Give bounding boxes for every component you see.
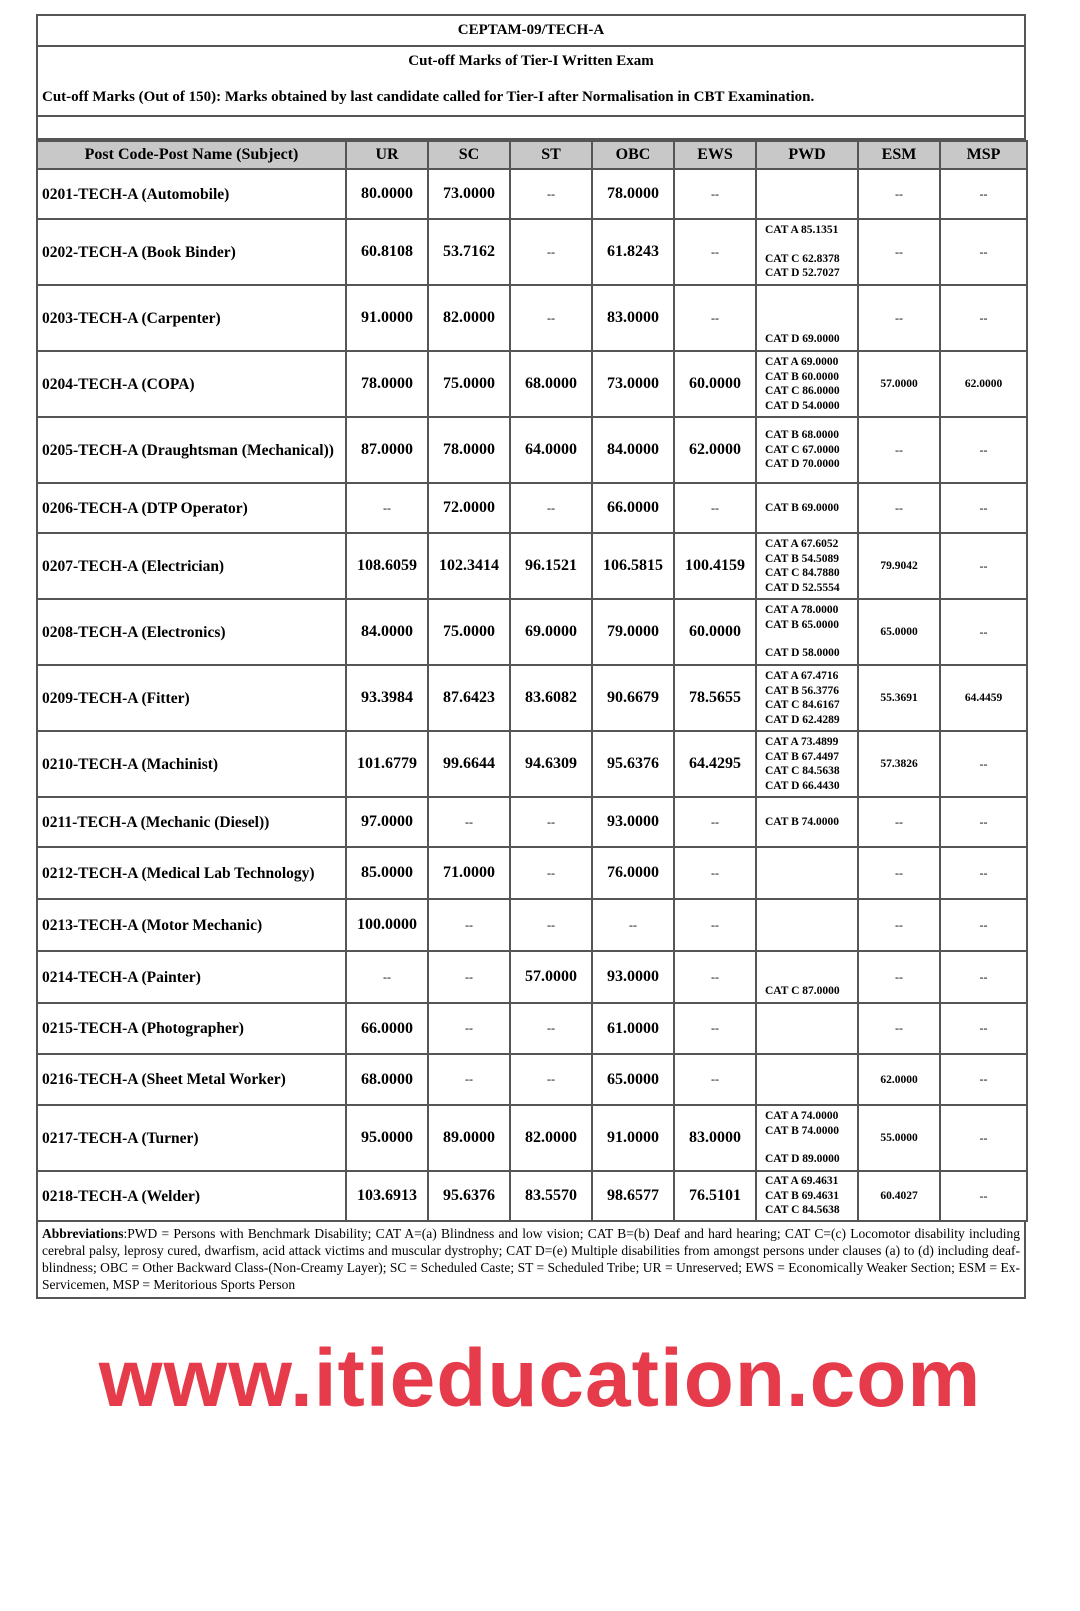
pwd-line: CAT B 56.3776	[765, 684, 840, 697]
msp-cell: --	[940, 599, 1027, 665]
pwd-line: CAT B 74.0000	[765, 815, 840, 828]
obc-cell: 84.0000	[592, 417, 674, 483]
st-cell: 64.0000	[510, 417, 592, 483]
post-name-cell: 0218-TECH-A (Welder)	[37, 1171, 346, 1221]
table-row	[37, 417, 1027, 483]
pwd-line	[765, 238, 857, 252]
st-cell: 94.6309	[510, 731, 592, 797]
table-row	[37, 351, 1027, 417]
post-name-cell: 0206-TECH-A (DTP Operator)	[37, 483, 346, 533]
post-name-cell: 0202-TECH-A (Book Binder)	[37, 219, 346, 285]
pwd-line: CAT D 89.0000	[765, 1153, 840, 1166]
obc-cell: 78.0000	[592, 169, 674, 219]
sc-cell: 78.0000	[428, 417, 510, 483]
table-row	[37, 951, 1027, 1003]
ur-cell: 103.6913	[346, 1171, 428, 1221]
pwd-cell	[756, 1054, 858, 1105]
obc-cell: 95.6376	[592, 731, 674, 797]
post-name-cell: 0207-TECH-A (Electrician)	[37, 533, 346, 599]
msp-cell: --	[940, 797, 1027, 847]
post-name-cell: 0217-TECH-A (Turner)	[37, 1105, 346, 1171]
pwd-line: CAT D 70.0000	[765, 458, 840, 471]
obc-cell: 61.0000	[592, 1003, 674, 1054]
column-header-st: ST	[510, 141, 592, 169]
obc-cell: 93.0000	[592, 951, 674, 1003]
column-header-pwd: PWD	[756, 141, 858, 169]
ews-cell: 78.5655	[674, 665, 756, 731]
obc-cell: 61.8243	[592, 219, 674, 285]
msp-cell: --	[940, 417, 1027, 483]
ews-cell: 60.0000	[674, 351, 756, 417]
ews-cell: --	[674, 483, 756, 533]
pwd-cell	[756, 219, 858, 285]
pwd-cell	[756, 951, 858, 1003]
pwd-line: CAT B 67.4497	[765, 750, 840, 763]
esm-cell: --	[858, 899, 940, 951]
st-cell: --	[510, 1003, 592, 1054]
pwd-line: CAT A 85.1351	[765, 224, 839, 237]
ur-cell: 78.0000	[346, 351, 428, 417]
pwd-cell	[756, 665, 858, 731]
ews-cell: 83.0000	[674, 1105, 756, 1171]
pwd-line: CAT D 62.4289	[765, 713, 840, 726]
ews-cell: 62.0000	[674, 417, 756, 483]
pwd-line: CAT B 74.0000	[765, 1124, 840, 1137]
ur-cell: 80.0000	[346, 169, 428, 219]
st-cell: 83.5570	[510, 1171, 592, 1221]
pwd-line	[765, 956, 857, 970]
pwd-line: CAT B 69.0000	[765, 501, 840, 514]
obc-cell: 106.5815	[592, 533, 674, 599]
pwd-line: CAT C 62.8378	[765, 252, 840, 265]
sc-cell: 71.0000	[428, 847, 510, 899]
ur-cell: 93.3984	[346, 665, 428, 731]
table-row	[37, 285, 1027, 351]
msp-cell: --	[940, 483, 1027, 533]
post-name-cell: 0216-TECH-A (Sheet Metal Worker)	[37, 1054, 346, 1105]
ews-cell: --	[674, 285, 756, 351]
ews-cell: 60.0000	[674, 599, 756, 665]
document-title: CEPTAM-09/TECH-A	[38, 16, 1024, 47]
pwd-line: CAT A 67.4716	[765, 670, 839, 682]
abbreviations-note	[36, 1222, 1026, 1299]
pwd-line: CAT B 60.0000	[765, 370, 840, 383]
abbreviations-label: Abbreviations	[42, 1226, 124, 1241]
esm-cell: --	[858, 285, 940, 351]
msp-cell: --	[940, 951, 1027, 1003]
spacer-row	[38, 117, 1024, 140]
pwd-cell	[756, 599, 858, 665]
msp-cell: --	[940, 533, 1027, 599]
sc-cell: --	[428, 1054, 510, 1105]
post-name-cell: 0204-TECH-A (COPA)	[37, 351, 346, 417]
table-row	[37, 599, 1027, 665]
msp-cell: 62.0000	[940, 351, 1027, 417]
st-cell: 68.0000	[510, 351, 592, 417]
table-row	[37, 533, 1027, 599]
pwd-cell	[756, 797, 858, 847]
ur-cell: 85.0000	[346, 847, 428, 899]
pwd-cell	[756, 533, 858, 599]
msp-cell: --	[940, 1054, 1027, 1105]
pwd-line: CAT A 67.6052	[765, 538, 839, 550]
esm-cell: --	[858, 1003, 940, 1054]
esm-cell: --	[858, 219, 940, 285]
ur-cell: 60.8108	[346, 219, 428, 285]
column-header-ur: UR	[346, 141, 428, 169]
post-name-cell: 0203-TECH-A (Carpenter)	[37, 285, 346, 351]
obc-cell: 65.0000	[592, 1054, 674, 1105]
pwd-line: CAT C 86.0000	[765, 385, 840, 397]
pwd-line: CAT B 65.0000	[765, 618, 840, 631]
st-cell: --	[510, 797, 592, 847]
table-row	[37, 665, 1027, 731]
post-name-cell: 0209-TECH-A (Fitter)	[37, 665, 346, 731]
msp-cell: --	[940, 1105, 1027, 1171]
column-header-sc: SC	[428, 141, 510, 169]
post-name-cell: 0205-TECH-A (Draughtsman (Mechanical))	[37, 417, 346, 483]
st-cell: --	[510, 899, 592, 951]
pwd-cell	[756, 285, 858, 351]
pwd-line: CAT A 69.0000	[765, 356, 839, 368]
obc-cell: --	[592, 899, 674, 951]
sc-cell: 99.6644	[428, 731, 510, 797]
document-header	[36, 14, 1026, 140]
sc-cell: 95.6376	[428, 1171, 510, 1221]
ews-cell: --	[674, 1054, 756, 1105]
st-cell: --	[510, 285, 592, 351]
table-row	[37, 899, 1027, 951]
msp-cell: --	[940, 1171, 1027, 1221]
sc-cell: 75.0000	[428, 599, 510, 665]
ur-cell: 68.0000	[346, 1054, 428, 1105]
pwd-line: CAT D 54.0000	[765, 399, 840, 412]
ur-cell: 66.0000	[346, 1003, 428, 1054]
pwd-cell	[756, 351, 858, 417]
esm-cell: --	[858, 847, 940, 899]
table-header-row	[37, 141, 1027, 169]
table-row	[37, 797, 1027, 847]
ur-cell: --	[346, 951, 428, 1003]
pwd-line: CAT D 66.4430	[765, 779, 840, 792]
table-row	[37, 1105, 1027, 1171]
obc-cell: 79.0000	[592, 599, 674, 665]
ur-cell: 100.0000	[346, 899, 428, 951]
obc-cell: 76.0000	[592, 847, 674, 899]
pwd-cell	[756, 1003, 858, 1054]
table-body	[37, 169, 1027, 1221]
pwd-line: CAT C 87.0000	[765, 984, 840, 997]
table-row	[37, 847, 1027, 899]
ur-cell: 97.0000	[346, 797, 428, 847]
pwd-cell	[756, 417, 858, 483]
sc-cell: 72.0000	[428, 483, 510, 533]
pwd-line	[765, 1138, 857, 1152]
sc-cell: 53.7162	[428, 219, 510, 285]
sc-cell: --	[428, 899, 510, 951]
sc-cell: 82.0000	[428, 285, 510, 351]
pwd-cell	[756, 483, 858, 533]
ur-cell: 95.0000	[346, 1105, 428, 1171]
st-cell: --	[510, 483, 592, 533]
document-subtitle: Cut-off Marks of Tier-I Written Exam	[408, 53, 654, 69]
table-row	[37, 483, 1027, 533]
obc-cell: 83.0000	[592, 285, 674, 351]
pwd-line: CAT C 67.0000	[765, 443, 840, 456]
ews-cell: --	[674, 797, 756, 847]
pwd-line: CAT B 69.4631	[765, 1189, 840, 1202]
pwd-line: CAT A 78.0000	[765, 604, 839, 617]
pwd-line	[765, 304, 857, 318]
esm-cell: --	[858, 417, 940, 483]
st-cell: --	[510, 1054, 592, 1105]
pwd-line: CAT D 52.7027	[765, 267, 840, 280]
abbreviations-text: :PWD = Persons with Benchmark Disability; CAT A=(a) Blindness and low vision; CAT B=(b) Deaf and hard hearing; CAT C=(c) Locomotor disability including cerebral palsy, leprosy cured, dwarfism, acid attack victims and muscular dystrophy; CAT D=(e) Multiple disabilities from amongst persons under clauses (a) to (d) including deaf-blindness; OBC = Other Backward Class-(Non-Creamy Layer); SC = Scheduled Caste; ST = Scheduled Tribe; UR = Unreserved; EWS = Economically Weaker Section; ESM = Ex-Servicemen, MSP = Meritorious Sports Person	[42, 1226, 1020, 1292]
cutoff-table	[36, 140, 1028, 1222]
obc-cell: 91.0000	[592, 1105, 674, 1171]
obc-cell: 93.0000	[592, 797, 674, 847]
ews-cell: 64.4295	[674, 731, 756, 797]
post-name-cell: 0213-TECH-A (Motor Mechanic)	[37, 899, 346, 951]
st-cell: --	[510, 219, 592, 285]
pwd-cell	[756, 847, 858, 899]
ews-cell: --	[674, 899, 756, 951]
column-header-post: Post Code-Post Name (Subject)	[37, 141, 346, 169]
ur-cell: 101.6779	[346, 731, 428, 797]
pwd-cell	[756, 731, 858, 797]
post-name-cell: 0214-TECH-A (Painter)	[37, 951, 346, 1003]
msp-cell: --	[940, 847, 1027, 899]
sc-cell: --	[428, 1003, 510, 1054]
table-row	[37, 1054, 1027, 1105]
post-name-cell: 0201-TECH-A (Automobile)	[37, 169, 346, 219]
ews-cell: --	[674, 1003, 756, 1054]
pwd-cell	[756, 899, 858, 951]
ur-cell: --	[346, 483, 428, 533]
esm-cell: 55.0000	[858, 1105, 940, 1171]
column-header-msp: MSP	[940, 141, 1027, 169]
obc-cell: 73.0000	[592, 351, 674, 417]
st-cell: --	[510, 169, 592, 219]
ews-cell: --	[674, 951, 756, 1003]
esm-cell: 79.9042	[858, 533, 940, 599]
column-header-esm: ESM	[858, 141, 940, 169]
msp-cell: 64.4459	[940, 665, 1027, 731]
st-cell: 96.1521	[510, 533, 592, 599]
sc-cell: 73.0000	[428, 169, 510, 219]
esm-cell: 62.0000	[858, 1054, 940, 1105]
post-name-cell: 0208-TECH-A (Electronics)	[37, 599, 346, 665]
sc-cell: --	[428, 797, 510, 847]
st-cell: 82.0000	[510, 1105, 592, 1171]
table-row	[37, 1171, 1027, 1221]
pwd-line: CAT C 84.5638	[765, 1204, 840, 1217]
msp-cell: --	[940, 1003, 1027, 1054]
ews-cell: --	[674, 219, 756, 285]
ews-cell: --	[674, 847, 756, 899]
pwd-line: CAT B 54.5089	[765, 552, 840, 565]
msp-cell: --	[940, 285, 1027, 351]
column-header-ews: EWS	[674, 141, 756, 169]
sc-cell: 75.0000	[428, 351, 510, 417]
pwd-cell	[756, 169, 858, 219]
post-name-cell: 0210-TECH-A (Machinist)	[37, 731, 346, 797]
sc-cell: 102.3414	[428, 533, 510, 599]
pwd-line	[765, 970, 857, 984]
table-row	[37, 731, 1027, 797]
pwd-cell	[756, 1105, 858, 1171]
ews-cell: 100.4159	[674, 533, 756, 599]
table-row	[37, 1003, 1027, 1054]
post-name-cell: 0212-TECH-A (Medical Lab Technology)	[37, 847, 346, 899]
ews-cell: --	[674, 169, 756, 219]
pwd-cell	[756, 1171, 858, 1221]
pwd-line	[765, 318, 857, 332]
pwd-line: CAT A 73.4899	[765, 736, 839, 748]
pwd-line: CAT C 84.7880	[765, 567, 840, 579]
esm-cell: 60.4027	[858, 1171, 940, 1221]
post-name-cell: 0215-TECH-A (Photographer)	[37, 1003, 346, 1054]
pwd-line: CAT C 84.5638	[765, 765, 840, 777]
esm-cell: --	[858, 951, 940, 1003]
sc-cell: 89.0000	[428, 1105, 510, 1171]
obc-cell: 90.6679	[592, 665, 674, 731]
sc-cell: --	[428, 951, 510, 1003]
ur-cell: 84.0000	[346, 599, 428, 665]
esm-cell: 65.0000	[858, 599, 940, 665]
watermark-url: www.itieducation.com	[98, 1333, 982, 1424]
esm-cell: 57.3826	[858, 731, 940, 797]
pwd-line: CAT A 69.4631	[765, 1175, 839, 1188]
esm-cell: 57.0000	[858, 351, 940, 417]
ur-cell: 91.0000	[346, 285, 428, 351]
obc-cell: 66.0000	[592, 483, 674, 533]
pwd-line: CAT D 58.0000	[765, 647, 840, 660]
ur-cell: 87.0000	[346, 417, 428, 483]
msp-cell: --	[940, 169, 1027, 219]
esm-cell: --	[858, 797, 940, 847]
pwd-line: CAT B 68.0000	[765, 429, 840, 442]
pwd-line: CAT D 52.5554	[765, 581, 840, 594]
esm-cell: 55.3691	[858, 665, 940, 731]
esm-cell: --	[858, 169, 940, 219]
pwd-line	[765, 290, 857, 304]
pwd-line: CAT D 69.0000	[765, 332, 840, 345]
st-cell: --	[510, 847, 592, 899]
ur-cell: 108.6059	[346, 533, 428, 599]
esm-cell: --	[858, 483, 940, 533]
msp-cell: --	[940, 219, 1027, 285]
ews-cell: 76.5101	[674, 1171, 756, 1221]
msp-cell: --	[940, 899, 1027, 951]
msp-cell: --	[940, 731, 1027, 797]
document	[36, 14, 1026, 1299]
table-row	[37, 219, 1027, 285]
sc-cell: 87.6423	[428, 665, 510, 731]
column-header-obc: OBC	[592, 141, 674, 169]
post-name-cell: 0211-TECH-A (Mechanic (Diesel))	[37, 797, 346, 847]
pwd-line: CAT A 74.0000	[765, 1110, 839, 1123]
st-cell: 69.0000	[510, 599, 592, 665]
pwd-line: CAT C 84.6167	[765, 699, 840, 711]
st-cell: 57.0000	[510, 951, 592, 1003]
st-cell: 83.6082	[510, 665, 592, 731]
pwd-line	[765, 632, 857, 646]
table-row	[37, 169, 1027, 219]
cutoff-note: Cut-off Marks (Out of 150): Marks obtained by last candidate called for Tier-I after Normalisation in CBT Examination.	[38, 75, 1024, 117]
obc-cell: 98.6577	[592, 1171, 674, 1221]
